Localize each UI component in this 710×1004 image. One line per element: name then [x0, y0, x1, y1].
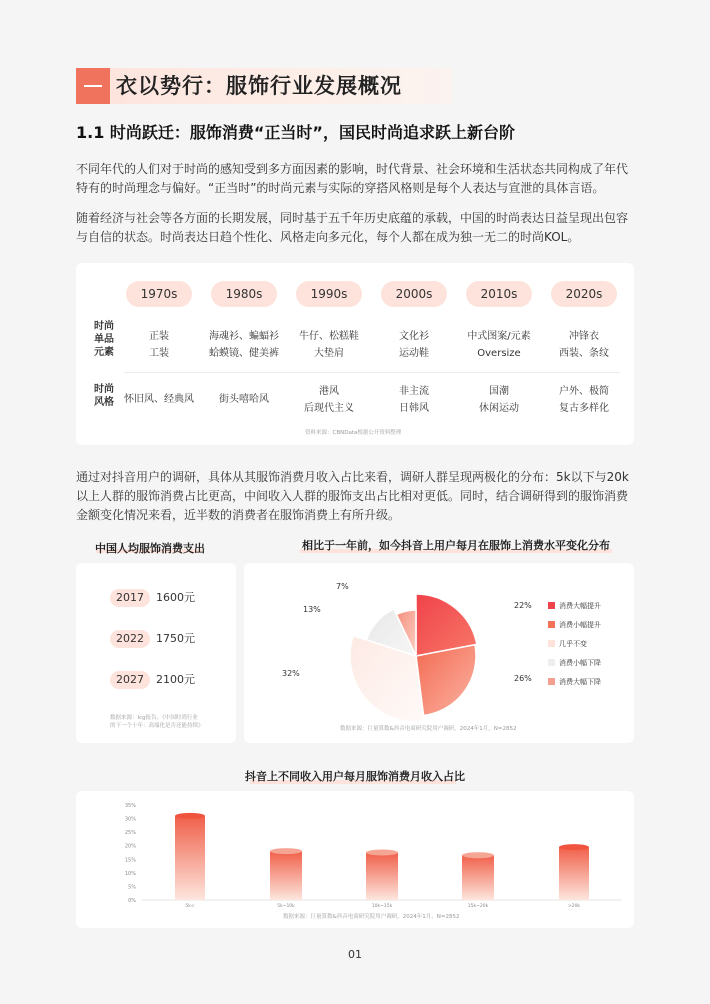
row-label-line: 风格	[94, 397, 114, 408]
spend-year-pill: 2022	[110, 630, 150, 648]
x-tick-label: 10k~15k	[371, 904, 393, 909]
timeline-year: 1990s	[296, 281, 362, 307]
timeline-year: 2020s	[551, 281, 617, 307]
timeline-cell-line: Oversize	[477, 348, 521, 359]
pie-legend-item	[548, 602, 601, 611]
row-label-line: 时尚	[94, 384, 114, 395]
y-tick-label: 5%	[128, 884, 136, 891]
pie-label-3: 32%	[282, 669, 300, 678]
timeline-cell	[534, 383, 634, 417]
timeline-cell-line: 港风	[319, 386, 339, 397]
header-accent-block	[76, 68, 110, 104]
timeline-cell-line: 西装、条纹	[559, 348, 609, 359]
row-label-line: 时尚	[94, 321, 114, 332]
page-title: 衣以势行：服饰行业发展概况	[116, 74, 402, 98]
y-tick-label: 20%	[124, 843, 136, 850]
legend-swatch	[548, 659, 555, 666]
legend-label: 几乎不变	[559, 640, 587, 648]
pie-legend-item	[548, 678, 601, 687]
pie-label-2: 26%	[514, 674, 532, 683]
spend-value: 1600元	[156, 591, 195, 604]
timeline-cell-line: 非主流	[399, 386, 429, 397]
pie-chart	[244, 563, 634, 743]
bar	[175, 816, 205, 900]
spend-value: 1750元	[156, 632, 195, 645]
timeline-cell-line: 国潮	[489, 386, 509, 397]
timeline-cell-line: 复古多样化	[559, 403, 609, 414]
bar	[462, 855, 494, 900]
y-tick-label: 35%	[124, 803, 136, 809]
timeline-cell-line: 文化衫	[399, 331, 429, 342]
page-number: 01	[348, 948, 362, 961]
pie-slice	[416, 645, 476, 716]
timeline-cell-line: 工装	[149, 348, 169, 359]
paragraph-3: 通过对抖音用户的调研，具体从其服饰消费月收入占比来看，调研人群呈现两极化的分布：5k以下与20k以上人群的服饰消费占比更高，中间收入人群的服饰支出占比相对更低。同时，结合调研得到的服饰消费金额变化情况来看，近半数的消费者在服饰消费上有所升级。	[76, 470, 629, 522]
spend-year-pill: 2027	[110, 671, 150, 689]
timeline-cell-line: 怀旧风、经典风	[124, 394, 194, 405]
legend-swatch	[548, 640, 555, 647]
timeline-cell-line: 街头嘻哈风	[219, 394, 269, 405]
spend-title: 中国人均服饰消费支出	[95, 542, 205, 555]
y-tick-label: 10%	[124, 870, 136, 877]
pie-label-1: 22%	[514, 601, 532, 610]
row-label-line: 单品	[94, 334, 114, 345]
bar-cap	[175, 813, 205, 819]
legend-label: 消费小幅提升	[559, 621, 601, 629]
pie-label-4: 13%	[303, 605, 321, 614]
section-heading: 1.1 时尚跃迁：服饰消费“正当时”，国民时尚追求跃上新台阶	[76, 123, 515, 142]
timeline-year: 2010s	[466, 281, 532, 307]
timeline-cell-line: 日韩风	[399, 403, 429, 414]
paragraph-2: 随着经济与社会等各方面的长期发展，同时基于五千年历史底蕴的承载，中国的时尚表达日益呈现出包容与自信的状态。时尚表达日趋个性化、风格走向多元化，每个人都在成为独一无二的时尚KOL。	[76, 211, 629, 244]
bar-cap	[559, 844, 589, 850]
bar-chart	[76, 791, 634, 928]
timeline-cell-line: 休闲运动	[479, 403, 519, 414]
source-line: 的下一个十年：高端化是否还能持续》	[110, 723, 204, 729]
legend-label: 消费小幅下降	[559, 659, 601, 667]
pie-title: 相比于一年前，如今抖音上用户每月在服饰上消费水平变化分布	[302, 539, 610, 552]
dash-icon	[84, 85, 102, 87]
bar	[270, 851, 302, 900]
legend-swatch	[548, 621, 555, 628]
legend-swatch	[548, 678, 555, 685]
row-label-line: 元素	[94, 347, 114, 358]
x-tick-label: 5k<	[185, 904, 195, 909]
legend-label: 消费大幅下降	[559, 678, 601, 686]
timeline-cell-line: 户外、极简	[559, 386, 609, 397]
y-tick-label: 0%	[128, 898, 136, 904]
bar	[559, 847, 589, 900]
legend-swatch	[548, 602, 555, 609]
timeline-cell-line: 冲锋衣	[569, 331, 599, 342]
spend-year-pill: 2017	[110, 589, 150, 607]
timeline-cell	[534, 328, 634, 362]
bar-cap	[366, 850, 398, 856]
y-tick-label: 25%	[124, 830, 136, 837]
timeline-year: 1980s	[211, 281, 277, 307]
pie-legend-item	[548, 640, 587, 649]
pie-source: 数据来源：巨量算数&抖音电商研究院用户调研，2024年1月，N=2852	[340, 726, 517, 732]
timeline-cell-line: 蛤蟆镜、健美裤	[209, 348, 279, 359]
pie-legend-item	[548, 621, 601, 630]
x-tick-label: 5k~10k	[277, 904, 295, 909]
timeline-divider	[124, 372, 620, 373]
timeline-cell-line: 运动鞋	[399, 348, 429, 359]
bar-source: 数据来源：巨量算数&抖音电商研究院用户调研，2024年1月，N=2852	[283, 914, 460, 920]
pie-label-5: 7%	[336, 582, 349, 591]
timeline-cell-line: 牛仔、松糕鞋	[299, 331, 359, 342]
legend-label: 消费大幅提升	[559, 602, 601, 610]
pie-legend-item	[548, 659, 601, 668]
bar-cap	[462, 852, 494, 858]
timeline-cell-line: 海魂衫、蝙蝠衫	[209, 331, 279, 342]
timeline-source: 资料来源：CBNData根据公开资料整理	[305, 430, 402, 436]
x-tick-label: >20k	[567, 904, 581, 909]
bar-chart-title: 抖音上不同收入用户每月服饰消费月收入占比	[245, 770, 465, 783]
spend-value: 2100元	[156, 673, 195, 686]
x-tick-label: 15k~20k	[467, 904, 489, 909]
timeline-cell-line: 后现代主义	[304, 403, 354, 414]
timeline-cell-line: 大垫肩	[314, 348, 344, 359]
spend-source	[110, 714, 204, 730]
timeline-cell-line: 正装	[149, 331, 169, 342]
y-tick-label: 15%	[124, 857, 136, 864]
timeline-cell-line: 中式图案/元素	[467, 331, 531, 342]
bar-cap	[270, 848, 302, 854]
timeline-year: 1970s	[126, 281, 192, 307]
bar	[366, 853, 398, 901]
y-tick-label: 30%	[124, 816, 136, 823]
source-line: 数据来源：Icg报告、《中国时尚行业	[110, 715, 198, 721]
timeline-year: 2000s	[381, 281, 447, 307]
paragraph-1: 不同年代的人们对于时尚的感知受到多方面因素的影响，时代背景、社会环境和生活状态共同构成了年代特有的时尚理念与偏好。“正当时”的时尚元素与实际的穿搭风格则是每个人表达与宣泄的具体言语。	[76, 162, 629, 195]
